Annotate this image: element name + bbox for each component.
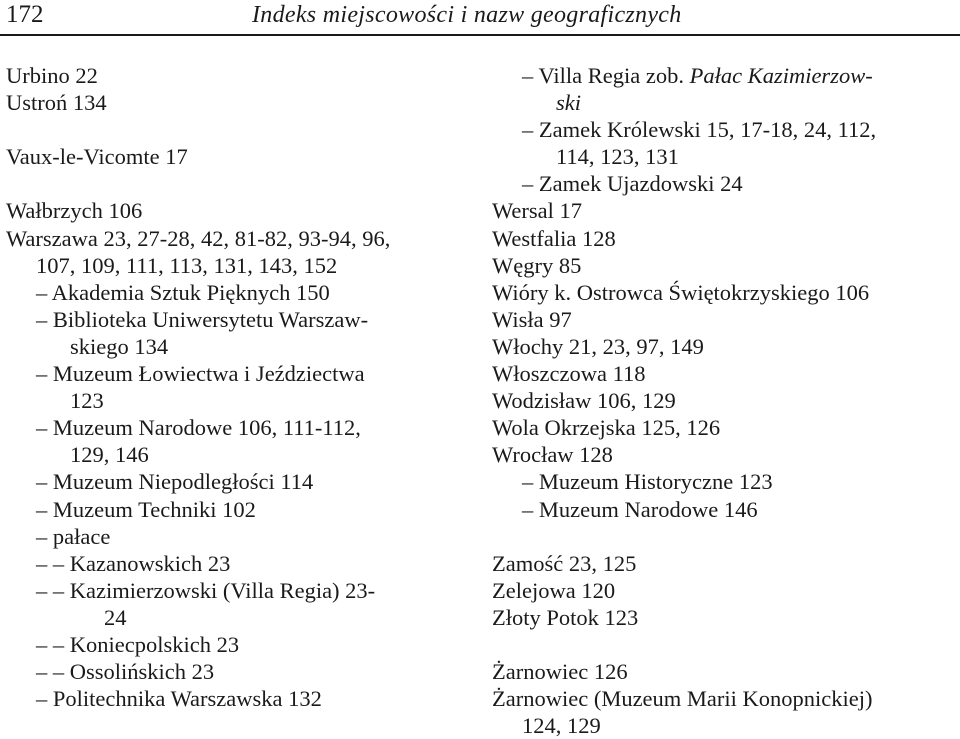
index-entry: Wrocław 128 (492, 442, 613, 468)
spacer (6, 116, 476, 143)
index-entry: Wola Okrzejska 125, 126 (492, 415, 721, 441)
index-subentry: – Akademia Sztuk Pięknych 150 (36, 279, 330, 305)
index-entry: Włochy 21, 23, 97, 149 (492, 333, 704, 359)
index-entry: Wióry k. Ostrowca Świętokrzyskiego 106 (492, 279, 870, 305)
index-entry: Wersal 17 (492, 198, 583, 224)
index-subentry: – Muzeum Narodowe 146 (522, 496, 758, 522)
index-entry: Żarnowiec (Muzeum Marii Konopnickiej) (492, 686, 873, 712)
index-entry-continuation: 124, 129 (522, 713, 601, 739)
index-subsubentry: – – Ossolińskich 23 (36, 659, 215, 685)
index-subentry: – Zamek Królewski 15, 17-18, 24, 112, (522, 117, 877, 143)
index-subentry-villa-regia (492, 62, 960, 89)
index-entry-continuation: 24 (104, 604, 127, 630)
index-entry: Wodzisław 106, 129 (492, 388, 676, 414)
index-subentry: – Zamek Ujazdowski 24 (522, 171, 743, 197)
index-entry: Zelejowa 120 (492, 577, 616, 603)
index-entry: Wisła 97 (492, 306, 572, 332)
running-title: Indeks miejscowości i nazw geograficznych (252, 2, 682, 28)
index-subsubentry: – – Kazanowskich 23 (36, 550, 231, 576)
index-subentry: – Muzeum Łowiectwa i Jeździectwa (36, 361, 365, 387)
see-reference-target: Pałac Kazimierzow- (689, 63, 873, 88)
header-rule (0, 34, 960, 36)
index-subentry: – Muzeum Techniki 102 (36, 496, 256, 522)
index-entry: Vaux-le-Vicomte 17 (6, 144, 188, 170)
index-entry-continuation: 114, 123, 131 (556, 144, 679, 170)
index-entry: Włoszczowa 118 (492, 361, 646, 387)
page-number: 172 (6, 1, 44, 28)
index-subsubentry: – – Kazimierzowski (Villa Regia) 23- (36, 577, 376, 603)
index-entry-continuation: ski (556, 90, 581, 116)
index-entry-continuation: 107, 109, 111, 113, 131, 143, 152 (36, 252, 338, 278)
index-entry-continuation: skiego 134 (70, 333, 169, 359)
index-subentry: – Muzeum Historyczne 123 (522, 469, 773, 495)
index-subsubentry: – – Koniecpolskich 23 (36, 631, 240, 657)
index-entry: Warszawa 23, 27-28, 42, 81-82, 93-94, 96, (6, 225, 391, 251)
spacer (492, 523, 960, 550)
see-reference-prefix: – Villa Regia zob. (522, 63, 684, 88)
index-entry: Złoty Potok 123 (492, 604, 639, 630)
index-entry: Urbino 22 (6, 63, 98, 88)
index-entry: Zamość 23, 125 (492, 550, 637, 576)
index-subentry: – pałace (36, 523, 111, 549)
index-subentry: – Biblioteka Uniwersytetu Warszaw- (36, 306, 369, 332)
index-entry-continuation: 129, 146 (70, 442, 149, 468)
index-entry: Wałbrzych 106 (6, 198, 143, 224)
page-header (0, 0, 960, 38)
index-entry: Ustroń 134 (6, 90, 107, 116)
index-entry: Westfalia 128 (492, 225, 616, 251)
index-entry: Węgry 85 (492, 252, 582, 278)
index-entry-continuation: 123 (70, 388, 104, 414)
index-entry: Żarnowiec 126 (492, 659, 628, 685)
index-subentry: – Politechnika Warszawska 132 (36, 686, 322, 712)
index-column-left (6, 62, 476, 712)
index-column-right (492, 62, 960, 739)
index-subentry: – Muzeum Narodowe 106, 111-112, (36, 415, 361, 441)
spacer (492, 631, 960, 658)
index-subentry: – Muzeum Niepodległości 114 (36, 469, 314, 495)
spacer (6, 170, 476, 197)
